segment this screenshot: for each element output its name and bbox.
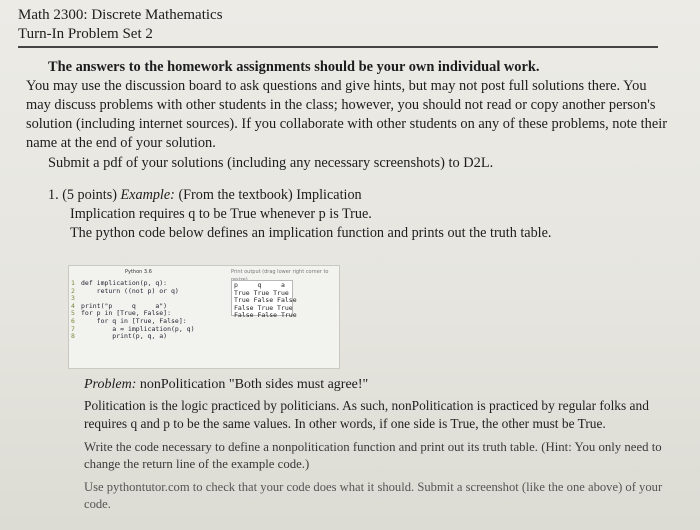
code-line-number: 2	[71, 286, 75, 295]
instructions-body: You may use the discussion board to ask questions and give hints, but may not post full solutions there. You may discuss problems with other students in the class; however, you should not read or copy another person's solution (including internet sources). If you collaborate with other students on any of these problems, note their name at the end of your solution.	[26, 78, 668, 151]
code-line	[71, 333, 211, 341]
code-line-number: 7	[71, 324, 75, 333]
problem-label: Problem:	[84, 377, 137, 392]
output-line: True True True	[234, 288, 289, 297]
code-line-text: return ((not p) or q)	[81, 286, 179, 295]
output-title: Print output (drag lower right corner to	[231, 269, 329, 275]
instructions-bold-line: The answers to the homework assignments should be your own individual work.	[48, 59, 540, 75]
output-line: False True True	[234, 303, 293, 312]
problem-submit-note: Use pythontutor.com to check that your code does what it should. Submit a screenshot (like the one above) of your code.	[84, 480, 663, 511]
instructions	[26, 58, 674, 173]
code-line-text: a = implication(p, q)	[81, 324, 195, 333]
code-title: Python 3.6	[125, 269, 152, 275]
problem-number: 1.	[48, 187, 59, 203]
problem-heading	[84, 376, 680, 394]
code-line-number: 4	[71, 301, 75, 310]
course-title: Math 2300: Discrete Mathematics	[18, 7, 223, 23]
code-line-number: 1	[71, 279, 75, 287]
problem-nonpolitication	[84, 376, 680, 513]
output-line: p q a	[234, 281, 285, 289]
problem-1	[48, 186, 668, 243]
code-pane	[71, 280, 211, 364]
problem-1-line-2: Implication requires q to be True whenever p is True.	[70, 206, 372, 222]
code-line	[71, 288, 211, 296]
problem-set-title: Turn-In Problem Set 2	[18, 26, 153, 42]
output-pane	[231, 280, 297, 320]
code-line-text: for p in [True, False]:	[81, 309, 172, 318]
problem-1-heading	[48, 186, 668, 205]
code-line-text: for q in [True, False]:	[81, 316, 187, 325]
header	[18, 6, 678, 48]
code-line-number: 5	[71, 309, 75, 318]
code-line-number: 3	[71, 294, 75, 303]
problem-1-line-3: The python code below defines an implication function and prints out the truth table.	[70, 225, 552, 241]
problem-title: nonPolitication "Both sides must agree!"	[139, 377, 369, 392]
output-line: False False True	[234, 311, 297, 320]
example-description: (From the textbook) Implication	[178, 187, 362, 203]
code-line-text: def implication(p, q):	[81, 279, 168, 287]
code-line-number: 6	[71, 316, 75, 325]
problem-description: Politication is the logic practiced by politicians. As such, nonPolitication is practiced by regular folks and requires q and p to be the same values. In other words, if one side is True, the other must be True.	[84, 398, 649, 431]
code-line-number: 8	[71, 332, 75, 341]
code-screenshot	[68, 265, 340, 369]
title-rule	[18, 46, 658, 48]
code-line-text: print(p, q, a)	[81, 332, 168, 341]
example-label: Example:	[120, 187, 175, 203]
problem-task: Write the code necessary to define a nonpolitication function and print out its truth table. (Hint: You only need to change the return line of the example code.)	[84, 440, 662, 471]
instructions-submit: Submit a pdf of your solutions (including any necessary screenshots) to D2L.	[48, 155, 494, 171]
output-line: True False False	[234, 296, 297, 305]
code-line-text: print("p q a")	[81, 301, 168, 310]
problem-points: (5 points)	[62, 187, 117, 203]
